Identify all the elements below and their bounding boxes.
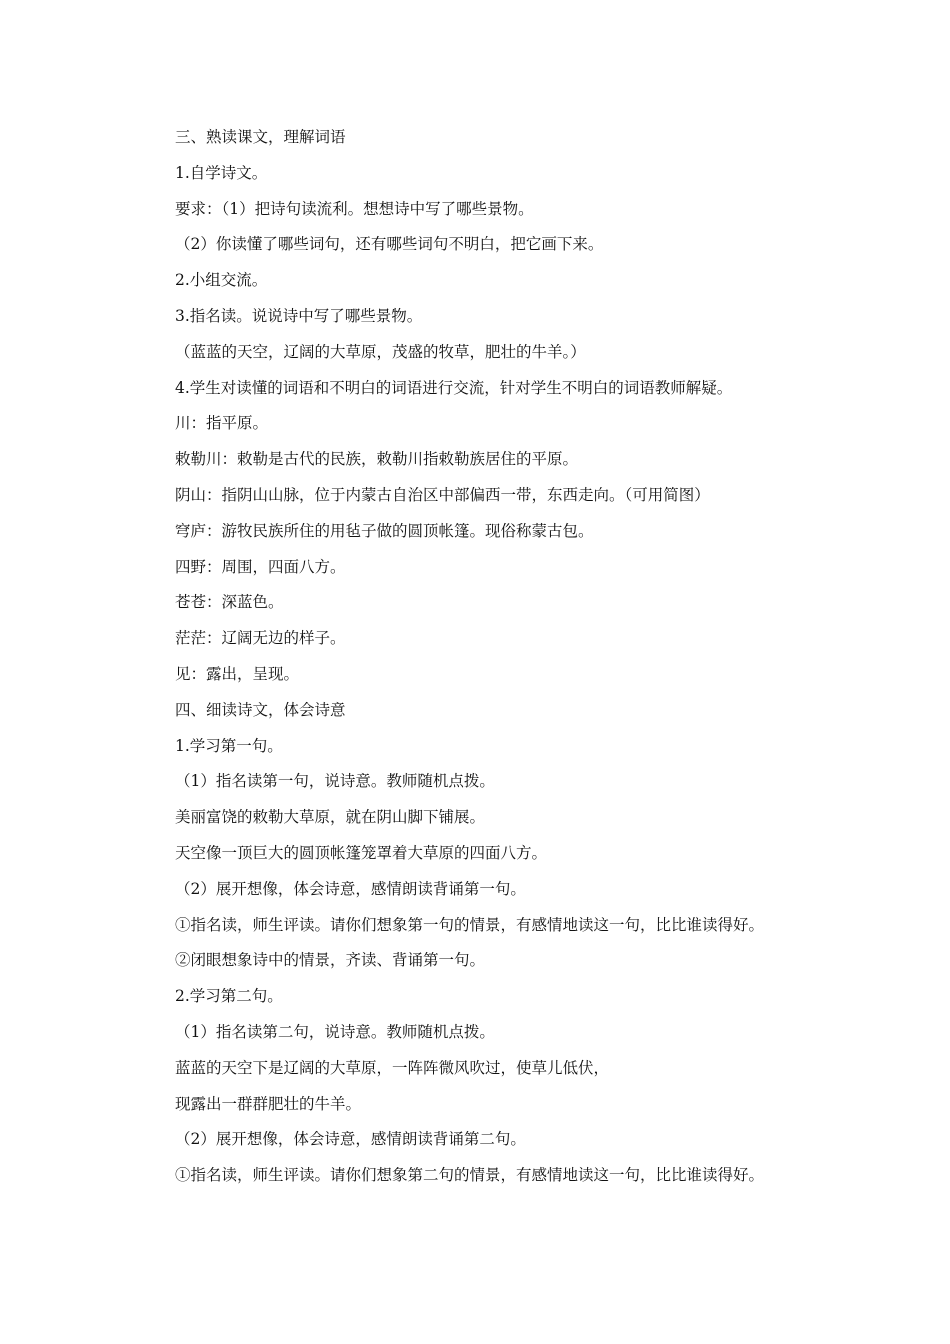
paragraph-text: （1）指名读第一句，说诗意。教师随机点拨。 [175, 772, 495, 791]
paragraph-text: 天空像一顶巨大的圆顶帐篷笼罩着大草原的四面八方。 [175, 843, 548, 862]
paragraph-text: 蓝蓝的天空下是辽阔的大草原，一阵阵微风吹过，使草儿低伏， [175, 1058, 610, 1077]
vocabulary-entry: 川：指平原。 [175, 414, 269, 433]
requirement-text: 要求：（1）把诗句读流利。想想诗中写了哪些景物。 [175, 199, 534, 218]
step-item: 3.指名读。说说诗中写了哪些景物。 [175, 306, 423, 325]
vocabulary-entry: 四野：周围，四面八方。 [175, 557, 346, 576]
section-heading-3: 三、熟读课文，理解词语 [175, 128, 346, 146]
vocabulary-entry: 苍苍：深蓝色。 [175, 593, 284, 612]
paragraph-text: ②闭眼想象诗中的情景，齐读、背诵第一句。 [175, 951, 486, 970]
paragraph-text: 现露出一群群肥壮的牛羊。 [175, 1094, 362, 1113]
vocabulary-entry: 敕勒川：敕勒是古代的民族，敕勒川指敕勒族居住的平原。 [175, 450, 579, 469]
step-item: 2.小组交流。 [175, 271, 268, 290]
requirement-text: （2）你读懂了哪些词句，还有哪些词句不明白，把它画下来。 [175, 235, 604, 254]
paragraph-text: （2）展开想像，体会诗意，感情朗读背诵第二句。 [175, 1130, 526, 1149]
document-body [175, 126, 875, 1200]
vocabulary-entry: 见：露出，呈现。 [175, 664, 300, 683]
paragraph-text: （2）展开想像，体会诗意，感情朗读背诵第一句。 [175, 879, 526, 898]
step-item: 4.学生对读懂的词语和不明白的词语进行交流，针对学生不明白的词语教师解疑。 [175, 378, 733, 397]
paragraph-text: ①指名读，师生评读。请你们想象第二句的情景，有感情地读这一句，比比谁读得好。 [175, 1166, 765, 1185]
vocabulary-entry: 阴山：指阴山山脉，位于内蒙古自治区中部偏西一带，东西走向。（可用简图） [175, 485, 710, 504]
paragraph-text: ①指名读，师生评读。请你们想象第一句的情景，有感情地读这一句，比比谁读得好。 [175, 915, 765, 934]
step-item: 1.自学诗文。 [175, 163, 268, 182]
step-item: 2.学习第二句。 [175, 987, 283, 1006]
paragraph-text: （1）指名读第二句，说诗意。教师随机点拨。 [175, 1022, 495, 1041]
section-heading-4: 四、细读诗文，体会诗意 [175, 700, 346, 719]
paragraph-text: （蓝蓝的天空，辽阔的大草原，茂盛的牧草，肥壮的牛羊。） [175, 342, 586, 361]
step-item: 1.学习第一句。 [175, 736, 283, 755]
vocabulary-entry: 茫茫：辽阔无边的样子。 [175, 629, 346, 648]
vocabulary-entry: 穹庐：游牧民族所住的用毡子做的圆顶帐篷。现俗称蒙古包。 [175, 521, 594, 540]
paragraph-text: 美丽富饶的敕勒大草原，就在阴山脚下铺展。 [175, 808, 486, 827]
